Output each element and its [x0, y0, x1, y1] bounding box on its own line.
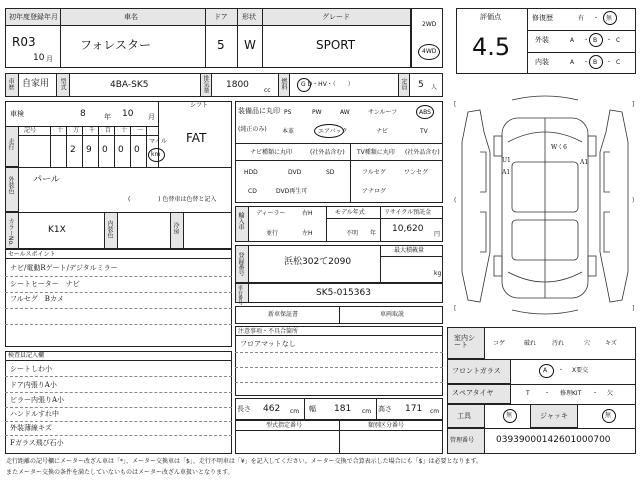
- recycle-label: リサイクル預託金: [384, 209, 432, 216]
- height-value: 171: [405, 404, 423, 414]
- inspector-item-5: Fガラス飛び石小: [10, 439, 64, 447]
- tv-analog: アナログ: [362, 188, 387, 195]
- import-label: 輸入車: [237, 212, 244, 230]
- equipment-sub: (純正のみ): [238, 126, 267, 133]
- inspector-item-2: ピラー内張りA小: [10, 396, 65, 404]
- seat-item-4: キズ: [605, 340, 617, 347]
- color-note: ( ) 色替車は色替と記入: [128, 196, 217, 203]
- diagram-mark-a1-right: A1: [580, 159, 589, 166]
- digit-h1: 十: [57, 127, 64, 134]
- notes-label: 注意事項・不具合箇所: [238, 328, 299, 335]
- int-label: 内装: [535, 58, 549, 66]
- repair-yes: 有: [578, 15, 585, 22]
- int-b: B: [593, 59, 598, 66]
- svg-text:[: [: [454, 305, 457, 312]
- digit-h0: 記号: [24, 127, 37, 134]
- unit-mile: マイル: [149, 138, 167, 145]
- type-no-label: 型式指定番号: [266, 422, 303, 429]
- capacity-unit: 人: [431, 84, 438, 91]
- width-value: 181: [334, 404, 352, 414]
- reg-month-unit: 月: [46, 55, 53, 63]
- ext-dot1: ・: [583, 37, 590, 44]
- jack-label: ジャッキ: [540, 412, 568, 420]
- car-diagram: [450, 92, 640, 322]
- equip-navi: ナビ: [376, 128, 389, 135]
- int-dot2: ・: [606, 59, 613, 66]
- load-label: 最大積載量: [394, 247, 425, 254]
- cc-unit: cc: [264, 87, 271, 94]
- equip-airbag: エアバック: [318, 128, 348, 135]
- manual-label: 車両取説: [380, 311, 405, 318]
- cold-label: 冷房: [172, 222, 179, 234]
- inspection-month-unit: 月: [148, 113, 155, 121]
- notes-value: フロアマットなし: [240, 340, 296, 348]
- reg-month-value: 10: [33, 53, 45, 63]
- footer-line2: またメーター交換の条件を満たしていないものはメーター改ざん車扱いとなります。: [6, 469, 234, 476]
- mile-digit-0: 2: [70, 145, 76, 155]
- tv-oneseg: ワンセグ: [404, 169, 429, 176]
- fuel-label: 燃料: [280, 78, 287, 90]
- shape-label: 形状: [242, 13, 256, 21]
- equip-aw: AW: [340, 109, 350, 116]
- notes-box: [235, 326, 443, 396]
- sales-item-1: シートヒーター ナビ: [10, 280, 80, 288]
- shift-label: シフト: [190, 102, 209, 109]
- colorno-label: カラーNo.: [7, 218, 14, 246]
- length-label: 長さ: [237, 405, 251, 413]
- equip-abs: ABS: [419, 109, 431, 116]
- digit-h2: 万: [73, 127, 80, 134]
- ext-b: B: [593, 37, 598, 44]
- jack-value: 無: [605, 412, 612, 419]
- score-value: 4.5: [472, 33, 511, 61]
- capacity-value: 5: [418, 80, 424, 90]
- recycle-unit: 円: [434, 231, 441, 238]
- nav-sub: (社外品含む): [310, 149, 345, 156]
- reg-year-label: 初年度登録年月: [9, 13, 58, 21]
- mileage-label: 走行: [7, 138, 14, 150]
- seat-item-3: 穴: [584, 340, 591, 347]
- equip-pw: PW: [312, 109, 322, 116]
- svg-text:): ): [632, 197, 635, 204]
- doors-label: ドア: [214, 13, 228, 21]
- repair-no: 無: [606, 15, 613, 22]
- model-year-label: モデル年式: [335, 209, 365, 216]
- inspection-month: 10: [122, 109, 134, 119]
- class-no-label: 類別区分番号: [368, 422, 405, 429]
- warranty-label: 新車保証書: [268, 311, 299, 318]
- spare-missing: 欠: [607, 390, 614, 397]
- sales-item-0: ナビ/電動Rゲート/デジタルミラー: [10, 264, 118, 272]
- front-dot: ・: [558, 367, 565, 374]
- spare-t: T: [526, 390, 530, 397]
- inspector-item-0: シートしわ小: [10, 365, 52, 373]
- drive-4wd: 4WD: [422, 48, 437, 55]
- doors-value: 5: [217, 38, 225, 52]
- import-dealer: ディーラー: [256, 210, 286, 217]
- displacement-label: 排気量: [202, 75, 209, 93]
- digit-h4: 百: [105, 127, 112, 134]
- int-dot1: ・: [583, 59, 590, 66]
- seat-label: 室内シート: [454, 334, 475, 349]
- spare-dot2: ・: [592, 390, 599, 397]
- spare-label: スペアタイヤ: [452, 389, 494, 397]
- import-right: 右H: [302, 210, 313, 217]
- model-year-unit: 年: [370, 230, 377, 237]
- nav-dvd: DVD: [288, 169, 302, 176]
- name-value: フォレスター: [80, 38, 152, 52]
- footer-line1: 走行距離の記号欄にメーター改ざん車は「*」、メーター交換車は「$」、走行不明車は「¥」を記入してください。メーター交換で合算表示した場合にも「$」は必要となります。: [6, 458, 482, 465]
- mile-digit-3: 0: [118, 145, 124, 155]
- capacity-label: 定員: [400, 78, 407, 90]
- spare-dot1: ・: [544, 390, 551, 397]
- inspector-item-3: ハンドルすれ中: [10, 410, 59, 418]
- sales-item-2: フルセグ Bカメ: [10, 295, 64, 303]
- height-label: 高さ: [378, 405, 392, 413]
- nav-sd: SD: [326, 169, 335, 176]
- svg-text:[: [: [454, 101, 457, 108]
- equipment-label: 装備品に丸印: [238, 107, 280, 115]
- header-label-row: [5, 8, 411, 26]
- inspection-year: 8: [80, 109, 86, 119]
- tv-sub: (社外品含む): [405, 149, 440, 156]
- digit-h5: 十: [121, 127, 128, 134]
- equip-ps: PS: [284, 109, 292, 116]
- load-unit: kg: [434, 270, 442, 277]
- inspection-label: 車検: [10, 110, 24, 118]
- tv-fullseg: フルセグ: [362, 169, 386, 176]
- svg-text:(: (: [454, 197, 457, 204]
- score-label: 評価点: [480, 13, 501, 21]
- tools-label: 工具: [457, 412, 471, 420]
- grade-value: SPORT: [316, 38, 356, 52]
- model-year-value: 不明: [346, 230, 359, 237]
- nav-cd: CD: [248, 188, 257, 195]
- interior-label: 内装色: [106, 220, 113, 238]
- svg-text:]: ]: [632, 305, 635, 312]
- mile-digit-1: 9: [86, 145, 92, 155]
- ext-dot2: ・: [606, 37, 613, 44]
- int-c: C: [616, 59, 621, 66]
- width-unit: cm: [362, 408, 372, 415]
- equip-leather: 本革: [282, 128, 295, 135]
- length-unit: cm: [290, 408, 300, 415]
- seat-item-1: 破れ: [524, 340, 537, 347]
- recycle-value: 10,620: [392, 224, 424, 234]
- row2: [5, 73, 443, 97]
- diagram-mark-a1-left: A1: [502, 169, 511, 176]
- seat-item-0: コゲ: [493, 340, 506, 347]
- reg-year-value: R03: [12, 35, 36, 49]
- svg-text:]: ]: [632, 101, 635, 108]
- category-label: 車歴: [7, 78, 14, 90]
- color-value: パール: [33, 175, 60, 185]
- front-label: フロントガラス: [452, 367, 501, 375]
- tools-value: 無: [506, 412, 513, 419]
- mile-digit-2: 0: [102, 145, 108, 155]
- sales-points-label: セールスポイント: [8, 251, 56, 258]
- diagram-annotation: Wく6: [551, 144, 567, 151]
- front-a: A: [543, 367, 548, 374]
- model-label: 型式: [59, 78, 66, 90]
- model-value: 4BA-SK5: [110, 80, 149, 90]
- front-replace: X要交: [572, 367, 589, 374]
- nav-hdd: HDD: [244, 169, 258, 176]
- repair-label: 修復歴: [532, 14, 553, 22]
- mgmt-label: 管理番号: [450, 437, 475, 444]
- inspector-item-1: ドア内張りA小: [10, 381, 57, 389]
- plate-label: 登録番号: [237, 252, 244, 276]
- shift-value: FAT: [186, 131, 207, 145]
- unit-km: km: [151, 151, 161, 158]
- ext-label: 外装: [535, 36, 549, 44]
- length-value: 462: [263, 404, 281, 414]
- ext-c: C: [616, 37, 621, 44]
- diagram-mark-u1: U1: [502, 157, 511, 164]
- chassis-value: SK5-015363: [316, 288, 371, 298]
- grade-label: グレード: [322, 13, 350, 21]
- mgmt-value: 03939000142601000700: [496, 435, 611, 445]
- nav-dvdplay: DVD再生可: [276, 188, 308, 195]
- shape-value: W: [244, 38, 256, 52]
- tv-label: TV種類に丸印: [357, 149, 395, 156]
- inspector-item-4: 外装薄線キズ: [10, 424, 52, 432]
- digit-h6: 一: [137, 127, 144, 134]
- drive-2wd: 2WD: [422, 21, 437, 28]
- repair-dot: ・: [593, 15, 600, 22]
- height-unit: cm: [430, 408, 440, 415]
- inspector-label: 検査員記入欄: [8, 352, 45, 359]
- chassis-label: 車台番号: [237, 285, 243, 305]
- fuel-options: G D・HV・（ ）: [301, 81, 354, 88]
- mile-digit-4: 0: [134, 145, 140, 155]
- category-value: 自家用: [22, 79, 50, 89]
- equip-tv: TV: [420, 128, 428, 135]
- displacement-value: 1800: [226, 80, 249, 90]
- seat-item-2: 汚れ: [552, 340, 565, 347]
- width-label: 幅: [309, 405, 316, 413]
- color-label: 外装色: [7, 176, 14, 194]
- import-left: 左H: [302, 230, 313, 237]
- inspection-year-unit: 年: [104, 113, 111, 121]
- equip-sunroof: サンルーフ: [368, 109, 398, 116]
- colorno-value: K1X: [48, 225, 66, 235]
- import-parallel: 並行: [266, 230, 279, 237]
- spare-kit: 修理KIT: [560, 390, 582, 397]
- nav-label: ナビ種類に丸印: [250, 149, 293, 156]
- ext-a: A: [570, 37, 575, 44]
- name-label: 車名: [124, 13, 138, 21]
- int-a: A: [570, 59, 575, 66]
- plate-value: 浜松302て2090: [284, 257, 352, 267]
- digit-h3: 千: [89, 127, 96, 134]
